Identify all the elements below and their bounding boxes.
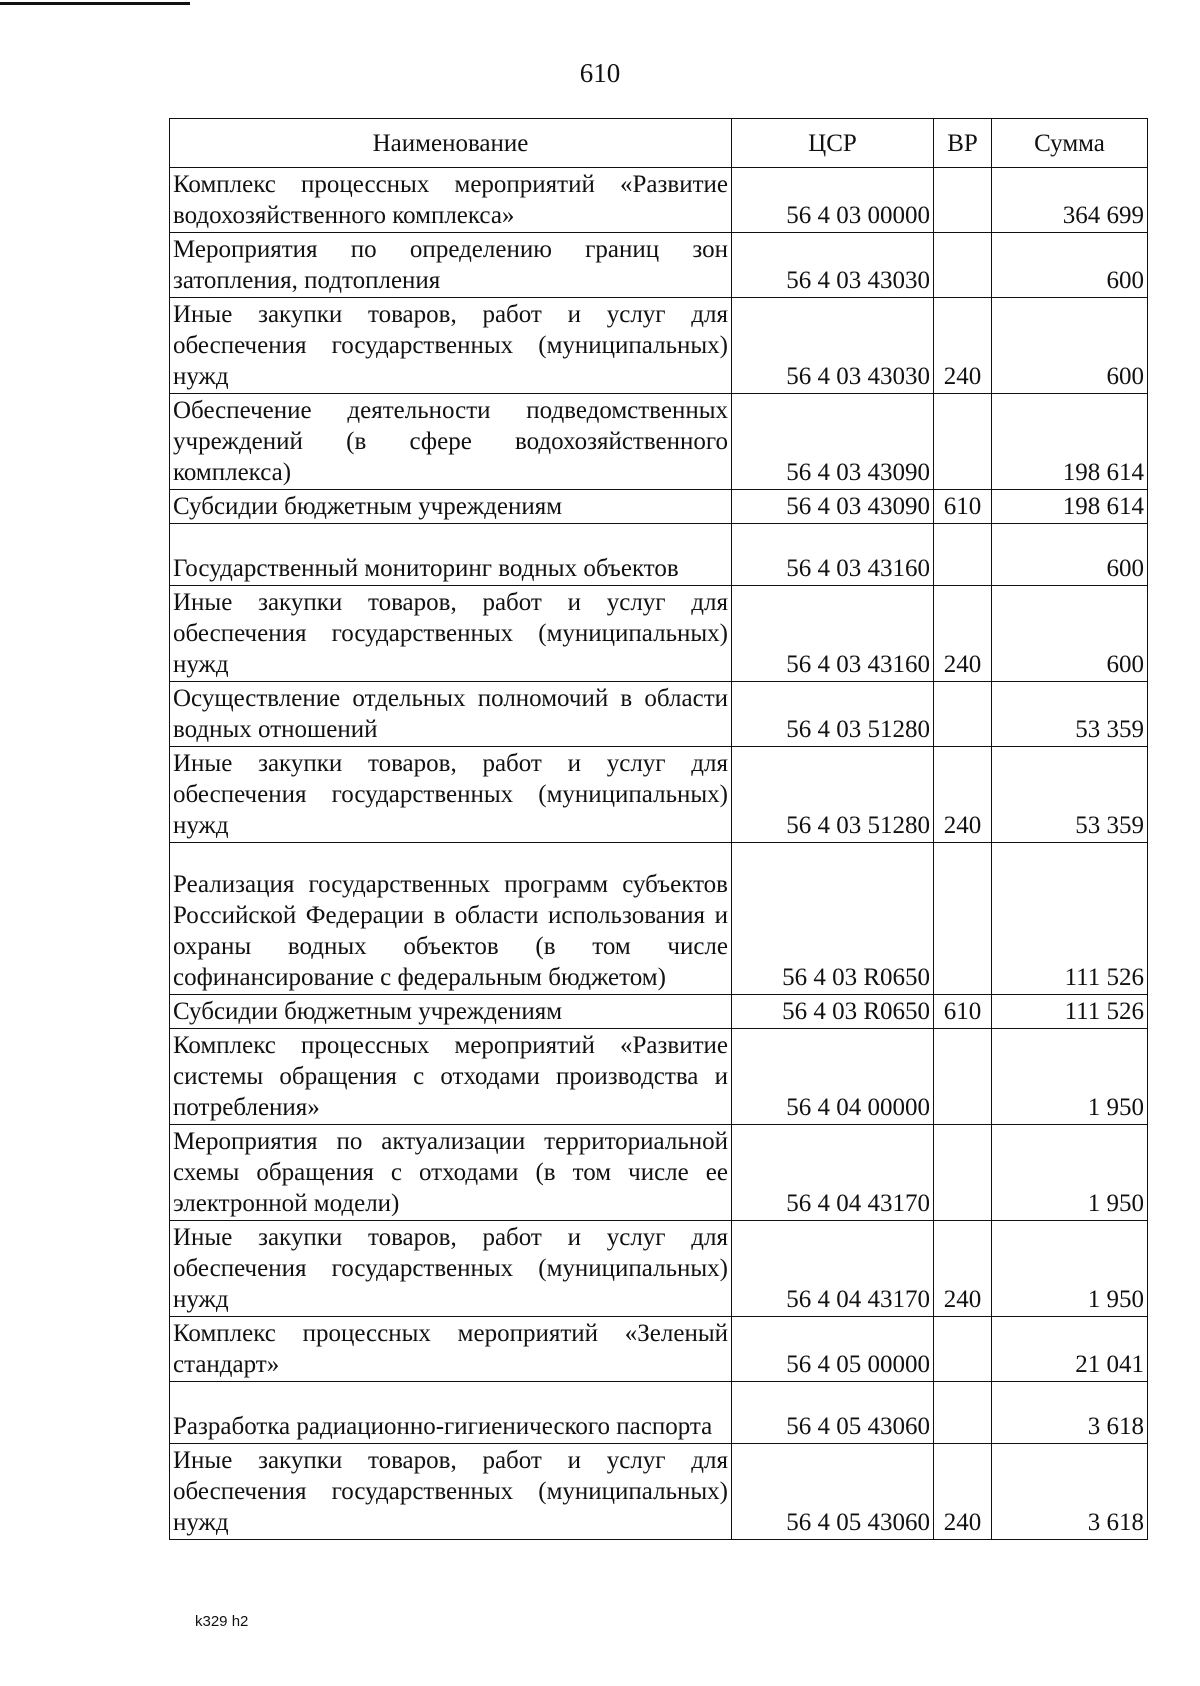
row-csr-cell: 56 4 03 R0650 bbox=[732, 843, 934, 995]
table-row bbox=[170, 233, 1148, 298]
table-row bbox=[170, 1125, 1148, 1221]
row-vr-cell bbox=[934, 843, 992, 995]
row-name-cell: Субсидии бюджетным учреждениям bbox=[170, 490, 732, 524]
header-sum: Сумма bbox=[992, 119, 1148, 168]
row-sum-cell: 111 526 bbox=[992, 995, 1148, 1029]
row-csr-cell: 56 4 05 43060 bbox=[732, 1444, 934, 1540]
row-name-cell: Обеспечение деятельности подведомственных учреждений (в сфере водохозяйственного комплекса) bbox=[170, 394, 732, 490]
row-vr-cell bbox=[934, 1029, 992, 1125]
row-name-cell: Осуществление отдельных полномочий в области водных отношений bbox=[170, 682, 732, 747]
row-vr-cell: 240 bbox=[934, 298, 992, 394]
row-csr-cell: 56 4 05 43060 bbox=[732, 1382, 934, 1444]
table-row bbox=[170, 1444, 1148, 1540]
row-vr-cell: 240 bbox=[934, 747, 992, 843]
row-name-cell: Иные закупки товаров, работ и услуг для обеспечения государственных (муниципальных) нужд bbox=[170, 1221, 732, 1317]
row-csr-cell: 56 4 03 43160 bbox=[732, 524, 934, 586]
row-csr-cell: 56 4 03 43160 bbox=[732, 586, 934, 682]
row-vr-cell: 610 bbox=[934, 995, 992, 1029]
row-vr-cell: 240 bbox=[934, 586, 992, 682]
row-vr-cell: 610 bbox=[934, 490, 992, 524]
row-sum-cell: 198 614 bbox=[992, 490, 1148, 524]
row-vr-cell bbox=[934, 682, 992, 747]
row-csr-cell: 56 4 03 43090 bbox=[732, 490, 934, 524]
table-row bbox=[170, 682, 1148, 747]
row-sum-cell: 1 950 bbox=[992, 1029, 1148, 1125]
row-name-cell: Реализация государственных программ субъектов Российской Федерации в области использования и охраны водных объектов (в том числе софинансирование с федеральным бюджетом) bbox=[170, 843, 732, 995]
row-csr-cell: 56 4 03 00000 bbox=[732, 168, 934, 233]
table-row bbox=[170, 586, 1148, 682]
table-row bbox=[170, 747, 1148, 843]
row-csr-cell: 56 4 04 43170 bbox=[732, 1221, 934, 1317]
row-sum-cell: 1 950 bbox=[992, 1125, 1148, 1221]
table-header-row bbox=[170, 119, 1148, 168]
row-vr-cell bbox=[934, 233, 992, 298]
page-number: 610 bbox=[579, 58, 621, 88]
table-body bbox=[170, 168, 1148, 1540]
row-name-cell: Мероприятия по актуализации территориальной схемы обращения с отходами (в том числе ее электронной модели) bbox=[170, 1125, 732, 1221]
row-vr-cell bbox=[934, 524, 992, 586]
table-row bbox=[170, 524, 1148, 586]
table-row bbox=[170, 843, 1148, 995]
table-row bbox=[170, 394, 1148, 490]
row-csr-cell: 56 4 03 43030 bbox=[732, 233, 934, 298]
row-csr-cell: 56 4 03 51280 bbox=[732, 682, 934, 747]
table-row bbox=[170, 1221, 1148, 1317]
footer-code: k329 h2 bbox=[195, 1613, 249, 1630]
row-name-cell: Иные закупки товаров, работ и услуг для обеспечения государственных (муниципальных) нужд bbox=[170, 747, 732, 843]
row-vr-cell bbox=[934, 1317, 992, 1382]
row-sum-cell: 53 359 bbox=[992, 682, 1148, 747]
header-vr: ВР bbox=[934, 119, 992, 168]
header-name: Наименование bbox=[170, 119, 732, 168]
row-csr-cell: 56 4 04 43170 bbox=[732, 1125, 934, 1221]
row-name-cell: Иные закупки товаров, работ и услуг для обеспечения государственных (муниципальных) нужд bbox=[170, 1444, 732, 1540]
row-name-cell: Комплекс процессных мероприятий «Развитие системы обращения с отходами производства и потребления» bbox=[170, 1029, 732, 1125]
table-row bbox=[170, 995, 1148, 1029]
top-rule bbox=[0, 2, 190, 5]
row-vr-cell bbox=[934, 1125, 992, 1221]
table-row bbox=[170, 1029, 1148, 1125]
row-sum-cell: 3 618 bbox=[992, 1444, 1148, 1540]
row-sum-cell: 3 618 bbox=[992, 1382, 1148, 1444]
budget-table bbox=[169, 118, 1148, 1540]
row-name-cell: Комплекс процессных мероприятий «Развитие водохозяйственного комплекса» bbox=[170, 168, 732, 233]
row-sum-cell: 600 bbox=[992, 524, 1148, 586]
row-name-cell: Мероприятия по определению границ зон затопления, подтопления bbox=[170, 233, 732, 298]
row-sum-cell: 364 699 bbox=[992, 168, 1148, 233]
row-csr-cell: 56 4 03 51280 bbox=[732, 747, 934, 843]
table-row bbox=[170, 298, 1148, 394]
row-vr-cell bbox=[934, 1382, 992, 1444]
row-sum-cell: 111 526 bbox=[992, 843, 1148, 995]
row-name-cell: Субсидии бюджетным учреждениям bbox=[170, 995, 732, 1029]
row-csr-cell: 56 4 05 00000 bbox=[732, 1317, 934, 1382]
row-sum-cell: 53 359 bbox=[992, 747, 1148, 843]
table-row bbox=[170, 1317, 1148, 1382]
table-row bbox=[170, 490, 1148, 524]
row-name-cell: Государственный мониторинг водных объектов bbox=[170, 524, 732, 586]
row-csr-cell: 56 4 03 43090 bbox=[732, 394, 934, 490]
row-csr-cell: 56 4 04 00000 bbox=[732, 1029, 934, 1125]
row-name-cell: Иные закупки товаров, работ и услуг для обеспечения государственных (муниципальных) нужд bbox=[170, 298, 732, 394]
row-sum-cell: 1 950 bbox=[992, 1221, 1148, 1317]
row-sum-cell: 198 614 bbox=[992, 394, 1148, 490]
table-row bbox=[170, 168, 1148, 233]
row-vr-cell bbox=[934, 394, 992, 490]
row-name-cell: Комплекс процессных мероприятий «Зеленый стандарт» bbox=[170, 1317, 732, 1382]
row-name-cell: Иные закупки товаров, работ и услуг для обеспечения государственных (муниципальных) нужд bbox=[170, 586, 732, 682]
header-csr: ЦСР bbox=[732, 119, 934, 168]
row-sum-cell: 21 041 bbox=[992, 1317, 1148, 1382]
row-csr-cell: 56 4 03 R0650 bbox=[732, 995, 934, 1029]
row-sum-cell: 600 bbox=[992, 586, 1148, 682]
row-csr-cell: 56 4 03 43030 bbox=[732, 298, 934, 394]
row-name-cell: Разработка радиационно-гигиенического паспорта bbox=[170, 1382, 732, 1444]
row-sum-cell: 600 bbox=[992, 298, 1148, 394]
row-vr-cell: 240 bbox=[934, 1444, 992, 1540]
row-vr-cell: 240 bbox=[934, 1221, 992, 1317]
table-row bbox=[170, 1382, 1148, 1444]
row-vr-cell bbox=[934, 168, 992, 233]
row-sum-cell: 600 bbox=[992, 233, 1148, 298]
